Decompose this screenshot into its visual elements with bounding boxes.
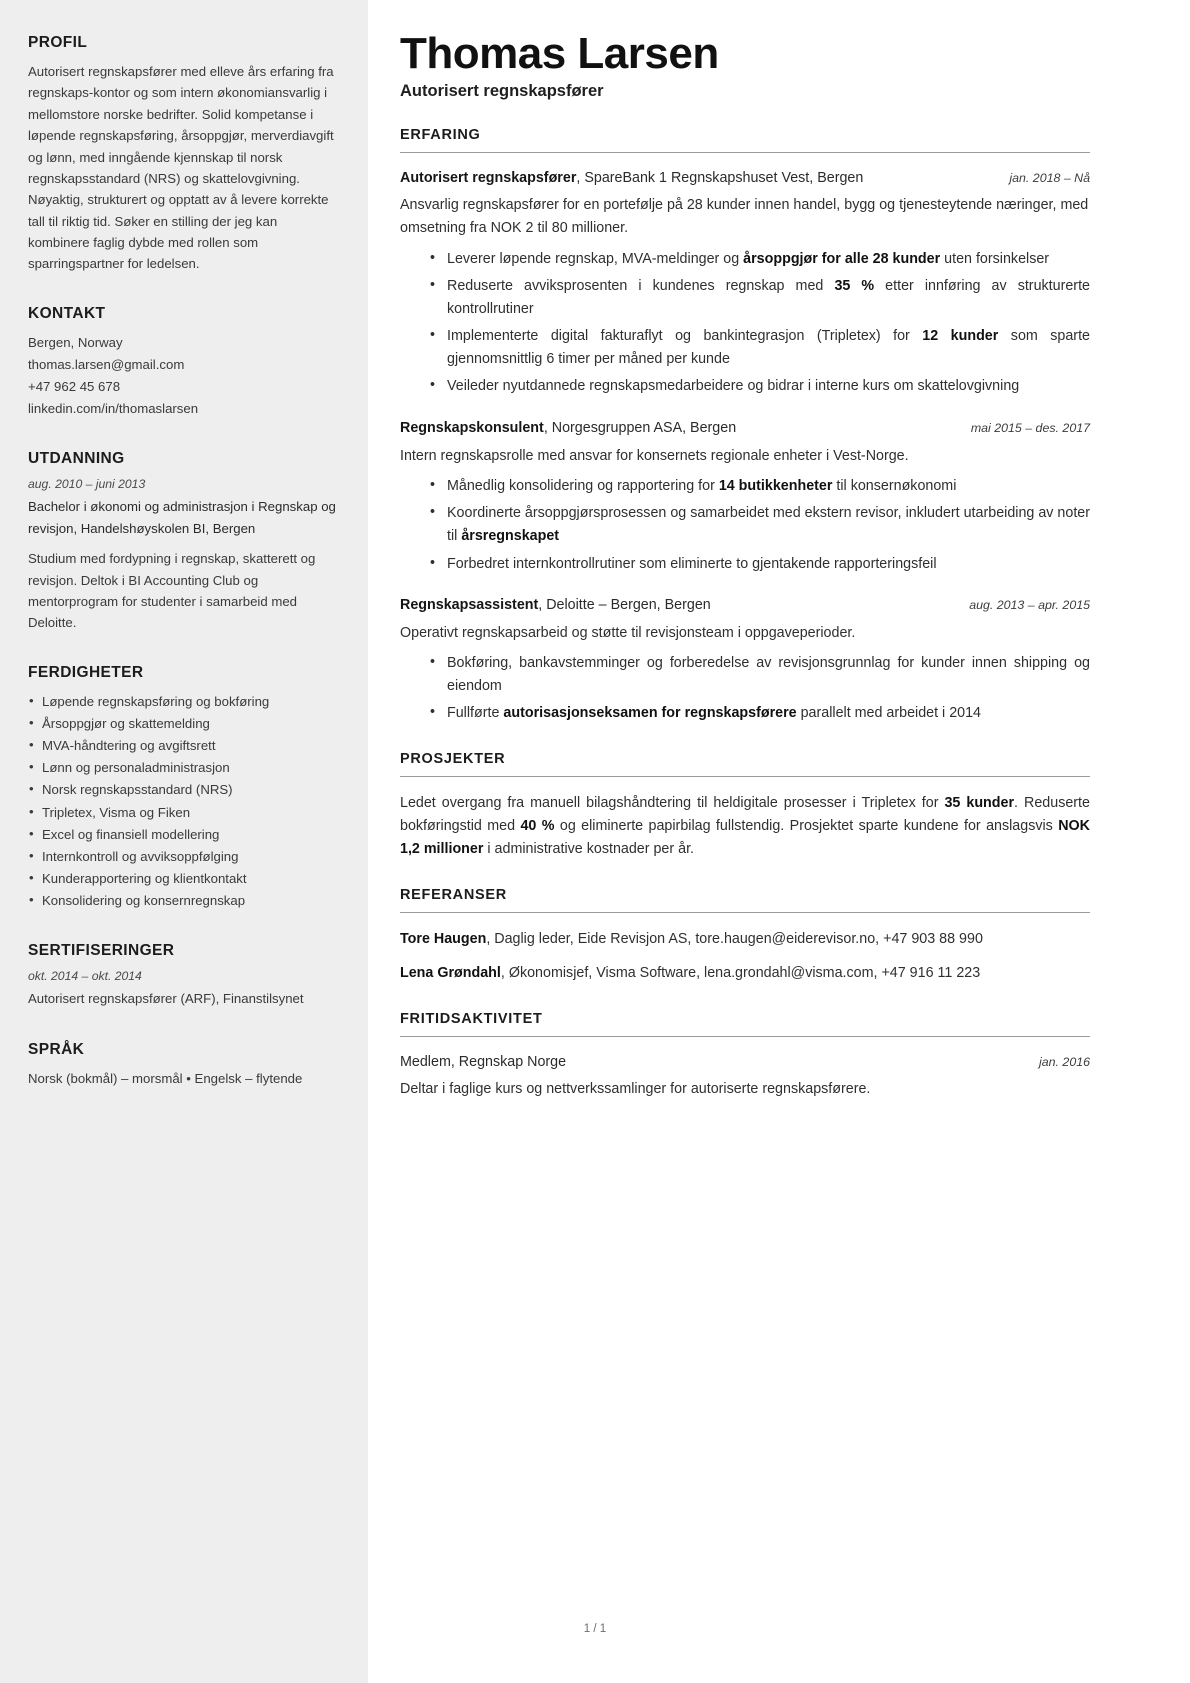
- projects-text: Ledet overgang fra manuell bilagshåndtering til heldigitale prosesser i Tripletex for 35 kunder. Reduserte bokføringstid med 40 % og eliminerte papirbilag fullstendig. Prosjektet sparte kundene for anslagsvis NOK 1,2 millioner i administrative kostnader per år.: [400, 794, 1090, 858]
- references-list: [400, 928, 1090, 984]
- experience-heading: ERFARING: [400, 127, 1090, 153]
- education-heading: UTDANNING: [28, 450, 125, 468]
- education-description: Studium med fordypning i regnskap, skatterett og revisjon. Deltok i BI Accounting Club og mentorprogram for studenter i samarbeid med Deloitte.: [28, 551, 316, 631]
- experience-entry-head: [400, 595, 1090, 616]
- profile-text: Autorisert regnskapsfører med elleve års erfaring fra regnskaps-kontor og som intern økonomiansvarlig i mellomstore norske bedrifter. Solid kompetanse i løpende regnskapsføring, årsoppgjør, merverdiavgift og lønn, med inngående kjennskap til norsk regnskapsstandard (NRS) og skattelovgivning. Nøyaktig, strukturert og opptatt av å levere korrekte tall til riktig tid. Søker en stilling der jeg kan kombinere faglig dybde med rollen som sparringspartner for ledelsen.: [28, 64, 334, 272]
- experience-description: Intern regnskapsrolle med ansvar for konsernets regionale enheter i Vest-Norge.: [400, 447, 909, 464]
- experience-description: Ansvarlig regnskapsfører for en portefølje på 28 kunder innen handel, bygg og tjenesteytende næringer, med omsetning fra NOK 2 til 80 millioner.: [400, 197, 1089, 237]
- experience-date: mai 2015 – des. 2017: [970, 421, 1090, 436]
- sidebar: [0, 0, 368, 1683]
- sidebar-section-profile: [28, 34, 340, 275]
- reference-item: Tore Haugen, Daglig leder, Eide Revisjon AS, tore.haugen@eiderevisor.no, +47 903 88 990: [400, 931, 983, 948]
- hobby-head: [400, 1052, 1090, 1073]
- experience-date: aug. 2013 – apr. 2015: [969, 598, 1090, 613]
- profile-heading: PROFIL: [28, 34, 88, 51]
- contact-email[interactable]: thomas.larsen@gmail.com: [28, 356, 185, 372]
- sidebar-section-contact: [28, 305, 340, 421]
- experience-role: Regnskapsassistent, Deloitte – Bergen, Bergen: [400, 597, 711, 614]
- skill-item: • Årsoppgjør og skattemelding: [28, 713, 340, 735]
- experience-description: Operativt regnskapsarbeid og støtte til revisjonsteam i oppgaveperioder.: [400, 624, 856, 641]
- sidebar-section-languages: [28, 1041, 340, 1090]
- hobby-title: Medlem, Regnskap Norge: [400, 1053, 567, 1070]
- section-experience: [400, 127, 1090, 725]
- main-content: [368, 0, 1190, 1683]
- experience-bullet: • Forbedret internkontrollrutiner som eliminerte to gjentakende rapporteringsfeil: [430, 553, 1090, 576]
- section-hobbies: [400, 1011, 1090, 1102]
- languages-heading: SPRÅK: [28, 1040, 85, 1058]
- experience-bullets: [430, 652, 1090, 725]
- experience-bullet: • Veileder nyutdannede regnskapsmedarbeidere og bidrar i interne kurs om skattelovgivning: [430, 375, 1090, 398]
- skill-item: • Konsolidering og konsernregnskap: [28, 890, 340, 912]
- languages-text: Norsk (bokmål) – morsmål • Engelsk – flytende: [28, 1070, 303, 1086]
- experience-bullet: • Månedlig konsolidering og rapportering for 14 butikkenheter til konsernøkonomi: [430, 475, 1090, 498]
- experience-role: Autorisert regnskapsfører, SpareBank 1 Regnskapshuset Vest, Bergen: [400, 169, 864, 186]
- experience-jobs: [400, 168, 1090, 725]
- references-heading: REFERANSER: [400, 887, 1090, 913]
- experience-bullet: • Reduserte avviksprosenten i kundenes regnskap med 35 % etter innføring av strukturerte kontrollrutiner: [430, 275, 1090, 320]
- experience-date: jan. 2018 – Nå: [1009, 170, 1090, 185]
- section-references: [400, 887, 1090, 984]
- skill-item: • MVA-håndtering og avgiftsrett: [28, 735, 340, 757]
- hobby-description: Deltar i faglige kurs og nettverkssamlinger for autoriserte regnskapsførere.: [400, 1081, 871, 1098]
- experience-bullet: • Implementerte digital fakturaflyt og bankintegrasjon (Tripletex) for 12 kunder som sparte gjennomsnittlig 6 timer per måned per kunde: [430, 325, 1090, 370]
- experience-entry: [400, 168, 1090, 399]
- page-subtitle: Autorisert regnskapsfører: [400, 81, 604, 100]
- experience-bullet: • Leverer løpende regnskap, MVA-meldinger og årsoppgjør for alle 28 kunder uten forsinkelser: [430, 248, 1090, 271]
- contact-heading: KONTAKT: [28, 304, 106, 322]
- sidebar-section-certifications: [28, 942, 340, 1010]
- experience-entry-head: [400, 168, 1090, 189]
- skills-list: [28, 691, 340, 913]
- hobby-date: jan. 2016: [1039, 1054, 1090, 1069]
- page-title: Thomas Larsen: [400, 29, 719, 78]
- experience-entry: [400, 418, 1090, 575]
- page-footer: 1 / 1: [583, 1623, 607, 1635]
- experience-bullet: • Bokføring, bankavstemminger og forberedelse av revisjonsgrunnlag for kunder innen shipping og eiendom: [430, 652, 1090, 697]
- skill-item: • Løpende regnskapsføring og bokføring: [28, 691, 340, 713]
- experience-bullet: • Fullførte autorisasjonseksamen for regnskapsførere parallelt med arbeidet i 2014: [430, 702, 1090, 725]
- sidebar-section-education: [28, 450, 340, 633]
- experience-bullets: [430, 248, 1090, 398]
- skills-heading: FERDIGHETER: [28, 663, 144, 681]
- experience-entry-head: [400, 418, 1090, 439]
- experience-entry: [400, 595, 1090, 725]
- skill-item: • Lønn og personaladministrasjon: [28, 757, 340, 779]
- contact-location: Bergen, Norway: [28, 334, 123, 350]
- skill-item: • Internkontroll og avviksoppfølging: [28, 846, 340, 868]
- skill-item: • Tripletex, Visma og Fiken: [28, 802, 340, 824]
- sidebar-section-skills: [28, 664, 340, 913]
- skill-item: • Excel og finansiell modellering: [28, 824, 340, 846]
- reference-item: Lena Grøndahl, Økonomisjef, Visma Software, lena.grondahl@visma.com, +47 916 11 223: [400, 965, 981, 982]
- certification-date: okt. 2014 – okt. 2014: [28, 969, 142, 984]
- skill-item: • Kunderapportering og klientkontakt: [28, 868, 340, 890]
- certifications-heading: SERTIFISERINGER: [28, 942, 175, 960]
- education-degree: Bachelor i økonomi og administrasjon i Regnskap og revisjon, Handelshøyskolen BI, Bergen: [28, 499, 336, 536]
- experience-bullet: • Koordinerte årsoppgjørsprosessen og samarbeidet med ekstern revisor, inkludert utarbeiding av noter til årsregnskapet: [430, 502, 1090, 547]
- certification-title: Autorisert regnskapsfører (ARF), Finanstilsynet: [28, 991, 304, 1007]
- contact-phone[interactable]: +47 962 45 678: [28, 379, 121, 395]
- contact-linkedin[interactable]: linkedin.com/in/thomaslarsen: [28, 401, 199, 417]
- section-projects: [400, 751, 1090, 861]
- hobbies-heading: FRITIDSAKTIVITET: [400, 1011, 1090, 1037]
- skill-item: • Norsk regnskapsstandard (NRS): [28, 779, 340, 801]
- experience-bullets: [430, 475, 1090, 575]
- education-date: aug. 2010 – juni 2013: [28, 477, 146, 492]
- experience-role: Regnskapskonsulent, Norgesgruppen ASA, Bergen: [400, 420, 737, 437]
- projects-heading: PROSJEKTER: [400, 751, 1090, 777]
